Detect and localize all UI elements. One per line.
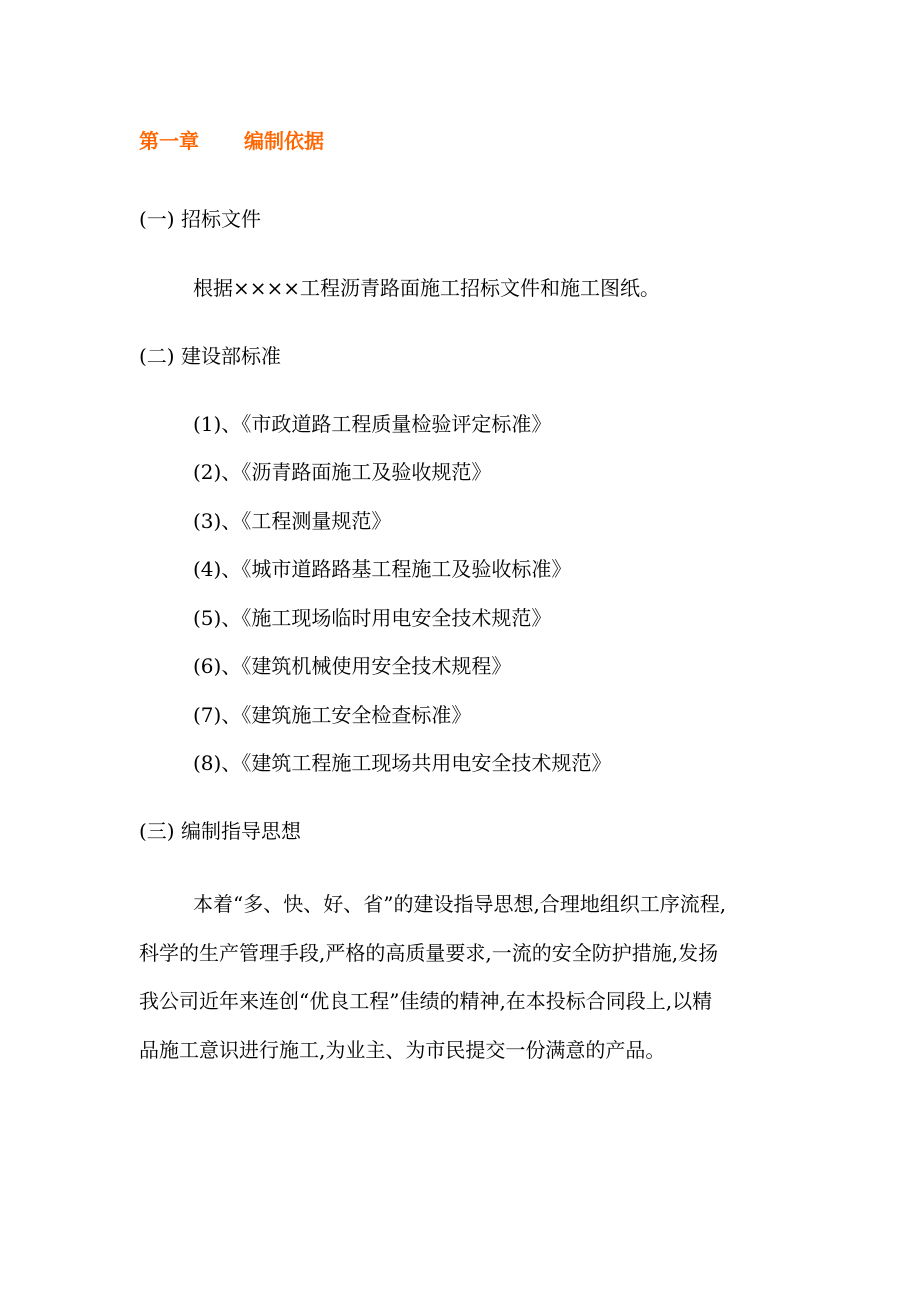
standard-item: (1)、《市政道路工程质量检验评定标准》 [193, 412, 552, 436]
paragraph-line: 品施工意识进行施工,为业主、为市民提交一份满意的产品。 [139, 1037, 666, 1062]
standard-item: (5)、《施工现场临时用电安全技术规范》 [193, 606, 552, 630]
chapter-name: 编制依据 [244, 129, 324, 153]
paragraph-line: 科学的生产管理手段,严格的高质量要求,一流的安全防护措施,发扬 [139, 940, 719, 965]
section-1-text: 根据××××工程沥青路面施工招标文件和施工图纸。 [193, 276, 661, 300]
standard-item: (6)、《建筑机械使用安全技术规程》 [193, 654, 512, 678]
standard-item: (7)、《建筑施工安全检查标准》 [193, 703, 472, 727]
section-heading-3: (三) 编制指导思想 [139, 819, 301, 843]
standard-item: (4)、《城市道路路基工程施工及验收标准》 [193, 557, 572, 581]
paragraph-line: 我公司近年来连创“优良工程”佳绩的精神,在本投标合同段上,以精 [139, 989, 713, 1013]
chapter-title [139, 126, 324, 156]
standard-item: (8)、《建筑工程施工现场共用电安全技术规范》 [193, 751, 612, 775]
section-heading-1: (一) 招标文件 [139, 207, 261, 231]
guiding-principle-paragraph [139, 880, 819, 1074]
section-heading-2: (二) 建设部标准 [139, 344, 281, 368]
standard-item: (3)、《工程测量规范》 [193, 509, 392, 533]
standard-item: (2)、《沥青路面施工及验收规范》 [193, 460, 492, 484]
paragraph-line: 本着“多、快、好、省”的建设指导思想,合理地组织工序流程, [193, 892, 727, 916]
chapter-number: 第一章 [139, 129, 199, 153]
